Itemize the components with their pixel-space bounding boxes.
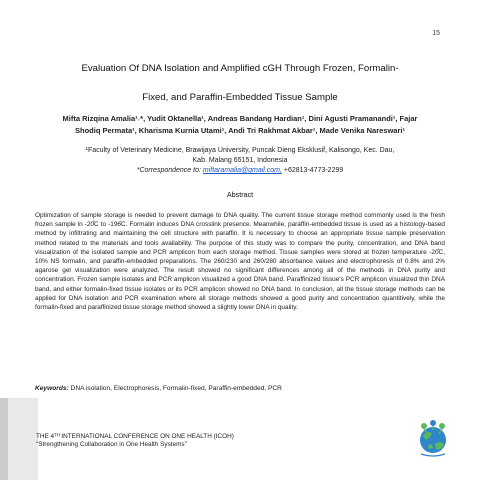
title-line-2: Fixed, and Paraffin-Embedded Tissue Sample <box>142 92 338 103</box>
affiliation-line-1: ¹Faculty of Veterinary Medicine, Brawijaya University, Puncak Dieng Eksklusif, Kalisongo, Kec. Dau, <box>85 147 395 154</box>
correspondence-email-link[interactable]: miftaramalia@gmail.com, <box>202 167 282 174</box>
correspondence-phone: +62813-4773-2299 <box>281 167 344 174</box>
decorative-band-dark <box>0 398 8 480</box>
title-line-1: Evaluation Of DNA Isolation and Amplified cGH Through Frozen, Formalin- <box>81 63 399 74</box>
correspondence-label: *Correspondence to: <box>136 167 203 174</box>
abstract-text: Optimization of sample storage is needed to prevent damage to DNA quality. The current tissue storage method commonly used is the fresh frozen sample in -20̊C to -196̊C. Formalin induces DNA crosslink presence. Meanwhile, paraffin-embedded tissue is used as a histology-based method by infiltrating and maintaining the cell structure with paraffin. It is necessary to choose an appropriate tissue sample preservation method related to the materials and tools availability. The purpose of this study was to compare the purity, concentration, and DNA band visualization of the isolated sample and PCR amplicon from each storage method. Tissue samples were stored at frozen temperature -20̊C, 10% NS formalin, and paraffin-embedded preparations. The 260/230 and 260/280 absorbance values and electrophoresis of 0.8% and 2% agarose gel visualization were analyzed. The result showed no significant differences among all of the methods in DNA purity and concentration. Frozen sample isolates and PCR amplicon visualized a good DNA band. Paraffinized tissue's PCR amplicon visualized thin DNA band, and either formalin-fixed tissue isolates or its PCR amplicon showed no DNA band. In conclusion, all the tissue storage methods can be applied for DNA isolation and PCR examination where all storage methods showed a good purity and concentration quantitively, while the formalin-fixed and paraffinized tissue storage method showed a slightly lower DNA in quality. <box>35 212 445 312</box>
keywords <box>35 385 445 392</box>
one-health-globe-icon <box>415 418 451 458</box>
paper-title <box>40 54 440 112</box>
authors-line-1: Mifta Rizqina Amalia¹˒*, Yudit Oktanella¹, Andreas Bandang Hardian¹, Dini Agusti Pramanandi¹, Fajar <box>62 114 418 123</box>
author-list <box>34 113 446 137</box>
correspondence <box>40 166 440 176</box>
affiliation <box>40 146 440 176</box>
authors-line-2: Shodiq Permata¹, Kharisma Kurnia Utami¹, Andi Tri Rakhmat Akbar¹, Made Venika Nareswari¹ <box>75 126 405 135</box>
conference-footer <box>36 433 234 449</box>
affiliation-line-2: Kab. Malang 65151, Indonesia <box>192 157 288 164</box>
abstract-heading: Abstract <box>226 190 254 199</box>
conference-theme: "Strengthening Collaboration in One Health Systems" <box>36 441 187 448</box>
decorative-band-light <box>8 398 38 480</box>
keywords-label: Keywords: <box>35 385 69 392</box>
keywords-text: DNA isolation, Electrophoresis, Formalin-fixed, Paraffin-embedded, PCR <box>68 385 282 392</box>
conference-name: THE 4ᵀᴴ INTERNATIONAL CONFERENCE ON ONE HEALTH (ICOH) <box>36 433 234 440</box>
page-number: 15 <box>432 30 440 37</box>
